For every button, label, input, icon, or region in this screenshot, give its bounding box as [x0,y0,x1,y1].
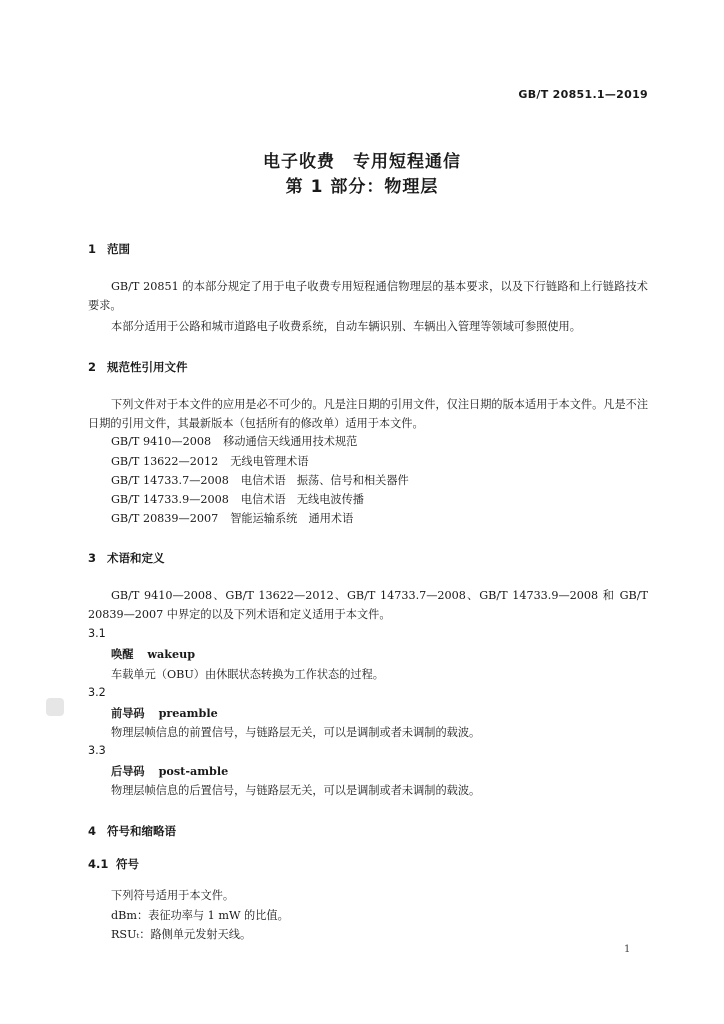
term-number: 3.3 [88,744,106,757]
reference-title: 电信术语 无线电波传播 [240,493,364,506]
standard-code: GB/T 20851.1—2019 [518,88,648,101]
term-title [111,705,218,721]
term-definition: 车载单元（OBU）由休眠状态转换为工作状态的过程。 [111,668,384,681]
symbol-item: RSUₜ：路侧单元发射天线。 [111,928,252,941]
reference-item [111,510,353,526]
page-number: 1 [624,944,631,955]
reference-code: GB/T 9410—2008 [111,435,212,448]
paragraph-text: GB/T 9410—2008、GB/T 13622—2012、GB/T 14733.7—2008、GB/T 14733.9—2008 和 GB/T 20839—2007 中界定的以及下列术语和定义适用于本文件。 [88,589,648,621]
reference-code: GB/T 14733.9—2008 [111,493,229,506]
margin-marker [46,698,64,716]
reference-item [111,453,309,469]
reference-item [111,472,409,488]
term-en: wakeup [147,647,196,661]
paragraph-text: 本部分适用于公路和城市道路电子收费系统，自动车辆识别、车辆出入管理等领域可参照使用。 [111,320,581,333]
paragraph-text: GB/T 20851 的本部分规定了用于电子收费专用短程通信物理层的基本要求，以及下行链路和上行链路技术要求。 [88,280,648,312]
reference-title: 无线电管理术语 [230,455,309,468]
section-1-heading [88,241,130,257]
section-title: 规范性引用文件 [107,360,188,374]
term-zh: 后导码 [111,765,145,778]
section-4-1-heading [88,856,139,872]
symbol-intro: 下列符号适用于本文件。 [111,889,235,902]
term-definition: 物理层帧信息的前置信号，与链路层无关，可以是调制或者未调制的载波。 [111,726,481,739]
section-number: 1 [88,242,97,256]
section-1-paragraph-1 [88,277,648,315]
section-title: 范围 [107,242,130,256]
title-line-1: 电子收费 专用短程通信 [263,152,461,172]
title-line-2: 第 1 部分：物理层 [285,177,439,197]
term-en: post-amble [158,764,229,778]
section-title: 术语和定义 [107,551,165,565]
term-title [111,763,228,779]
paragraph-text: 下列文件对于本文件的应用是必不可少的。凡是注日期的引用文件，仅注日期的版本适用于本文件。凡是不注日期的引用文件，其最新版本（包括所有的修改单）适用于本文件。 [88,398,649,430]
subsection-title: 符号 [116,857,139,871]
reference-title: 智能运输系统 通用术语 [230,512,354,525]
reference-item [111,433,357,449]
section-2-heading [88,359,188,375]
symbol-item: dBm：表征功率与 1 mW 的比值。 [111,909,289,922]
document-title [0,150,724,200]
section-number: 4 [88,824,97,838]
subsection-number: 4.1 [88,857,109,871]
section-number: 2 [88,360,97,374]
section-number: 3 [88,551,97,565]
reference-code: GB/T 20839—2007 [111,512,219,525]
section-3-heading [88,550,165,566]
term-en: preamble [158,706,218,720]
term-definition: 物理层帧信息的后置信号，与链路层无关，可以是调制或者未调制的载波。 [111,784,481,797]
section-3-paragraph-1 [88,586,648,624]
reference-item [111,491,364,507]
term-number: 3.2 [88,686,106,699]
reference-code: GB/T 14733.7—2008 [111,474,229,487]
section-4-heading [88,823,176,839]
term-zh: 唤醒 [111,648,134,661]
section-1-paragraph-2 [88,317,648,336]
section-2-paragraph-1 [88,395,648,433]
section-title: 符号和缩略语 [107,824,176,838]
reference-code: GB/T 13622—2012 [111,455,219,468]
term-title [111,646,195,662]
reference-title: 移动通信天线通用技术规范 [223,435,358,448]
term-zh: 前导码 [111,707,145,720]
reference-title: 电信术语 振荡、信号和相关器件 [240,474,409,487]
term-number: 3.1 [88,627,106,640]
